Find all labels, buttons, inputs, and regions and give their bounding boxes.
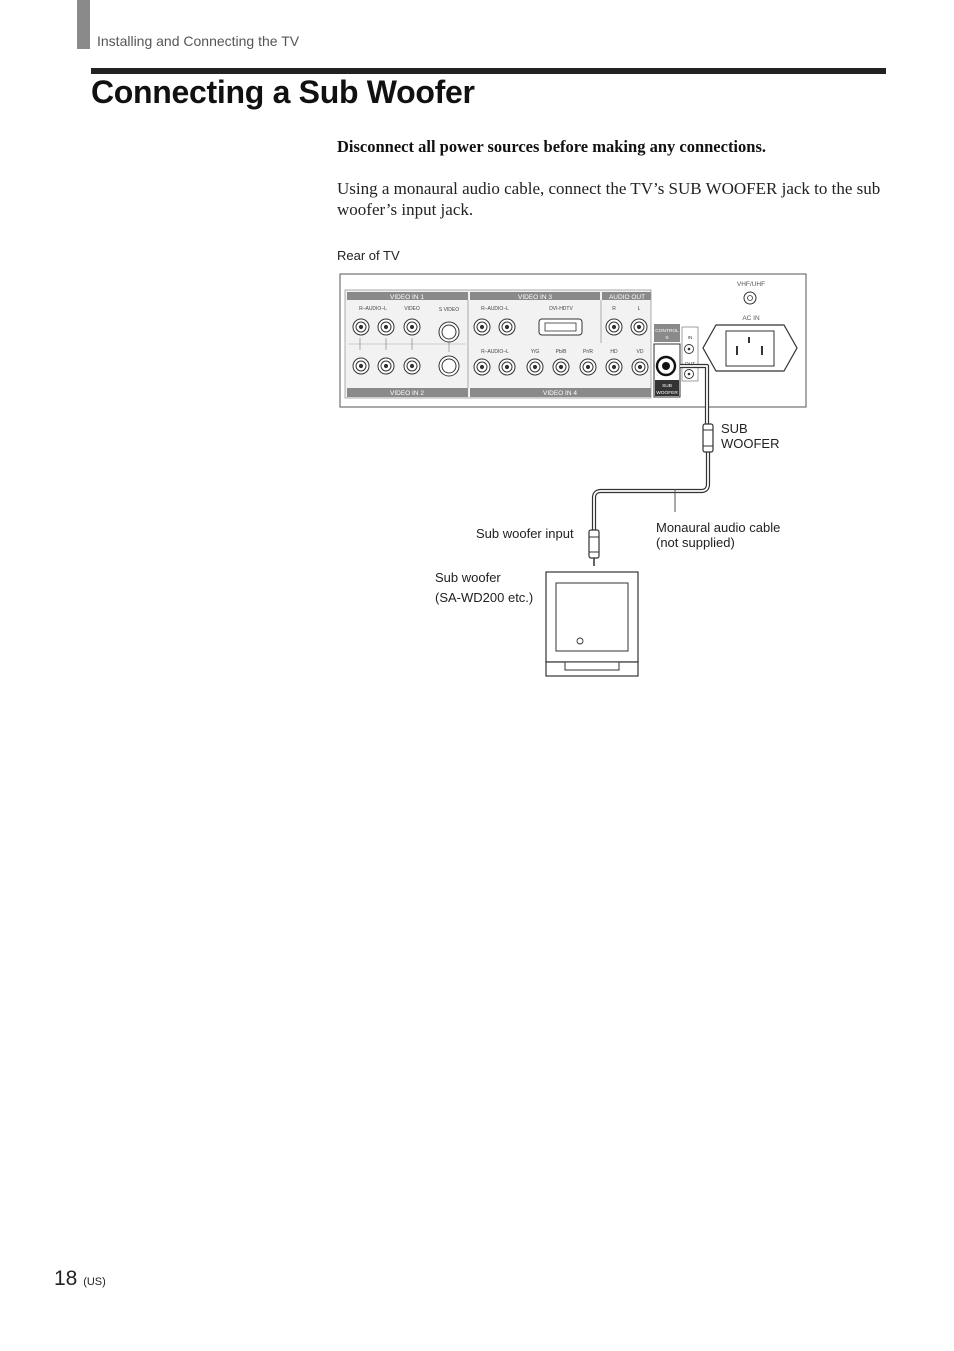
sub-woofer-callout [435, 568, 533, 608]
rear-of-tv-label: Rear of TV [337, 248, 400, 263]
r-label: R [612, 306, 616, 312]
section-label: Installing and Connecting the TV [97, 33, 300, 49]
sub-woofer-jack-callout [721, 421, 780, 451]
s-video-label: S VIDEO [438, 307, 460, 313]
warning-text: Disconnect all power sources before making any connections. [337, 137, 766, 156]
pr-r-label: Pr/R [583, 349, 593, 355]
sub-woofer-input-callout: Sub woofer input [476, 526, 574, 541]
video-in-3-label: VIDEO IN 3 [518, 294, 552, 301]
dvi-connector [539, 319, 582, 335]
vd-label: VD [636, 349, 644, 355]
page-number [54, 1267, 106, 1291]
audio-out-label: AUDIO OUT [608, 294, 646, 301]
sub-woofer-name-line-1: Sub woofer [435, 570, 501, 585]
sub-woofer-name-line-2: (SA-WD200 etc.) [435, 590, 534, 605]
l-label: L [637, 306, 641, 312]
y-g-label: Y/G [530, 349, 540, 355]
cable-callout-line-1: Monaural audio cable [656, 520, 781, 535]
control-s-label-1: CONTROL [655, 329, 679, 334]
hd-label: HD [610, 349, 618, 355]
video-in-4-label: VIDEO IN 4 [543, 390, 577, 397]
video-in-1-label: VIDEO IN 1 [390, 294, 424, 301]
connection-diagram [335, 270, 815, 690]
r-audio-l-label-1: R–AUDIO–L [359, 306, 387, 312]
pb-b-label: Pb/B [555, 349, 567, 355]
out-label: OUT [684, 362, 696, 367]
tv-end-plug [703, 424, 713, 452]
in-label: IN [687, 336, 693, 341]
r-audio-l-label-3: R–AUDIO–L [481, 306, 509, 312]
section-tab-bar [77, 0, 90, 49]
ac-in-label: AC IN [742, 315, 760, 322]
cable-callout-line-2: (not supplied) [656, 535, 735, 550]
sub-woofer-callout-line-1: SUB [721, 421, 748, 436]
video-label: VIDEO [404, 306, 420, 312]
r-audio-l-label-4: R–AUDIO–L [481, 349, 509, 355]
dvi-hdtv-label: DVI-HDTV [549, 306, 573, 312]
video-in-2-label: VIDEO IN 2 [390, 390, 424, 397]
cable-callout [656, 520, 780, 550]
woofer-label-panel: WOOFER [656, 391, 678, 396]
vhf-uhf-label: VHF/UHF [736, 281, 766, 288]
sub-woofer-callout-line-2: WOOFER [721, 436, 780, 451]
page-number-value: 18 [54, 1267, 78, 1290]
control-s-label-2: S [665, 336, 669, 341]
sub-label-panel: SUB [662, 384, 672, 389]
page-region: (US) [83, 1276, 106, 1288]
instruction-text: Using a monaural audio cable, connect the TV’s SUB WOOFER jack to the sub woofer’s input jack. [337, 179, 881, 219]
page-title: Connecting a Sub Woofer [91, 74, 475, 110]
sub-end-plug [589, 530, 599, 558]
